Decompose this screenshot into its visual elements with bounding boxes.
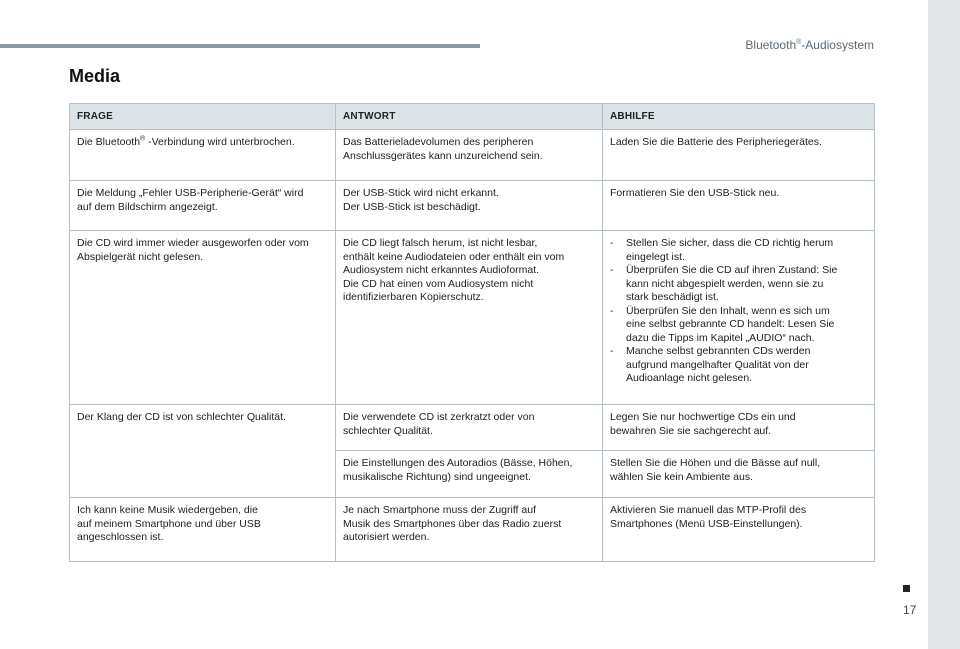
- answer-cell: Die CD liegt falsch herum, ist nicht lesbar, enthält keine Audiodateien oder enthält ein vom Audiosystem nicht erkanntes Audioformat. Die CD hat einen vom Audiosystem nicht identifizierbaren Kopierschutz.: [336, 231, 603, 405]
- question-cell: Der Klang der CD ist von schlechter Qualität.: [70, 405, 336, 498]
- remedy-cell: [603, 231, 875, 405]
- question-cell: Die CD wird immer wieder ausgeworfen oder vom Abspielgerät nicht gelesen.: [70, 231, 336, 405]
- remedy-bullet: - Stellen Sie sicher, dass die CD richtig herum eingelegt ist.: [610, 237, 834, 263]
- remedy-cell: Legen Sie nur hochwertige CDs ein und bewahren Sie sie sachgerecht auf.: [603, 405, 875, 451]
- answer-cell: Die Einstellungen des Autoradios (Bässe, Höhen, musikalische Richtung) sind ungeeignet.: [336, 451, 603, 498]
- table-row: [70, 130, 875, 181]
- remedy-cell: Aktivieren Sie manuell das MTP-Profil des Smartphones (Menü USB-Einstellungen).: [603, 498, 875, 562]
- table-row: [70, 405, 875, 451]
- table-row: [70, 498, 875, 562]
- page-title: Media: [69, 66, 121, 86]
- faq-table: [69, 103, 875, 562]
- side-strip: [928, 0, 960, 649]
- answer-cell: Je nach Smartphone muss der Zugriff auf Musik des Smartphones über das Radio zuerst autorisiert werden.: [336, 498, 603, 562]
- header-question: FRAGE: [70, 104, 336, 130]
- section-name: Bluetooth: [745, 38, 797, 52]
- section-suffix: -Audiosystem: [801, 38, 874, 52]
- header-remedy: ABHILFE: [603, 104, 875, 130]
- answer-cell: Der USB-Stick wird nicht erkannt. Der USB-Stick ist beschädigt.: [336, 181, 603, 231]
- table-row: [70, 231, 875, 405]
- remedy-bullet: - Manche selbst gebrannten CDs werden aufgrund mangelhafter Qualität von der Audioanlage nicht gelesen.: [610, 345, 811, 384]
- running-header: [745, 38, 874, 52]
- header-answer: ANTWORT: [336, 104, 603, 130]
- remedy-cell: Formatieren Sie den USB-Stick neu.: [603, 181, 875, 231]
- registered-mark: ®: [796, 39, 802, 46]
- question-cell: Die Bluetooth® -Verbindung wird unterbrochen.: [70, 130, 336, 181]
- page-nav-marker: [903, 585, 910, 592]
- answer-cell: Die verwendete CD ist zerkratzt oder von schlechter Qualität.: [336, 405, 603, 451]
- page-number: 17: [903, 603, 917, 617]
- top-rule: [0, 44, 480, 48]
- table-row: [70, 181, 875, 231]
- answer-cell: Das Batterieladevolumen des peripheren Anschlussgerätes kann unzureichend sein.: [336, 130, 603, 181]
- question-cell: Ich kann keine Musik wiedergeben, die auf meinem Smartphone und über USB angeschlossen ist.: [70, 498, 336, 562]
- question-cell: Die Meldung „Fehler USB-Peripherie-Gerät“ wird auf dem Bildschirm angezeigt.: [70, 181, 336, 231]
- remedy-bullet: - Überprüfen Sie die CD auf ihren Zustand: Sie kann nicht abgespielt werden, wenn sie zu stark beschädigt ist.: [610, 264, 838, 303]
- remedy-cell: Stellen Sie die Höhen und die Bässe auf null, wählen Sie kein Ambiente aus.: [603, 451, 875, 498]
- remedy-cell: Laden Sie die Batterie des Peripheriegerätes.: [603, 130, 875, 181]
- remedy-bullet: - Überprüfen Sie den Inhalt, wenn es sich um eine selbst gebrannte CD handelt: Lesen Sie dazu die Tipps im Kapitel „AUDIO“ nach.: [610, 304, 835, 344]
- table-header-row: [70, 104, 875, 130]
